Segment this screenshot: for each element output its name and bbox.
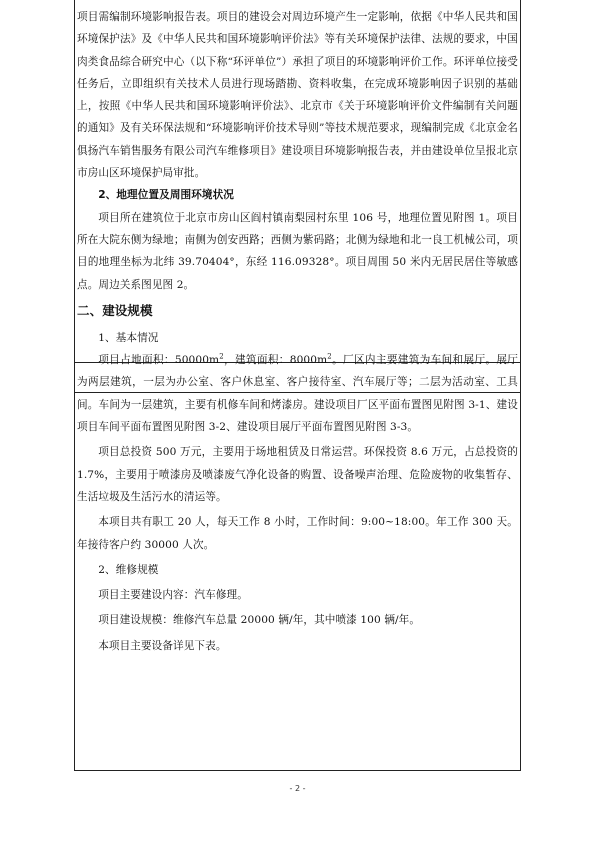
equipment-paragraph: 本项目主要设备详见下表。 bbox=[98, 639, 227, 652]
area-paragraph bbox=[77, 349, 518, 438]
area-text-a: 项目占地面积：50000m bbox=[98, 354, 220, 367]
location-heading: 2、地理位置及周围环境状况 bbox=[98, 189, 234, 202]
staff-paragraph: 本项目共有职工 20 人，每天工作 8 小时，工作时间：9:00~18:00。年工作 300 天。年接待客户约 30000 人次。 bbox=[77, 516, 518, 551]
intro-paragraph: 项目需编制环境影响报告表。项目的建设会对周边环境产生一定影响，依据《中华人民共和国环境保护法》及《中华人民共和国环境影响评价法》等有关环境保护法律、法规的要求，中国肉类食品综合研究中心（以下称“环评单位”）承担了项目的环境影响评价工作。环评单位接受任务后，立即组织有关技术人员进行现场踏勘、资料收集，在完成环境影响因子识别的基础上，按照《中华人民共和国环境影响评价法》、北京市《关于环境影响评价文件编制有关问题的通知》及有关环保法规和“环境影响评价技术导则”等技术规范要求，现编制完成《北京金名俱扬汽车销售服务有限公司汽车维修项目》建设项目环境影响报告表，并由建设单位呈报北京市房山区环境保护局审批。 bbox=[77, 11, 518, 180]
area-superscript-1: 2 bbox=[219, 352, 224, 361]
location-paragraph: 项目所在建筑位于北京市房山区阎村镇南梨园村东里 106 号，地理位置见附图 1。项目所在大院东侧为绿地；南侧为创安西路；西侧为紫码路；北侧为绿地和北一良工机械公司，项目的地理坐标为北纬 39.70404°，东经 116.09328°。项目周围 50 米内无居民居住等敏感点。周边关系图见图 2。 bbox=[77, 211, 518, 291]
document-body bbox=[77, 6, 518, 657]
section-heading: 二、建设规模 bbox=[77, 302, 153, 318]
repair-heading: 2、维修规模 bbox=[98, 563, 159, 576]
investment-paragraph: 项目总投资 500 万元，主要用于场地租赁及日常运营。环保投资 8.6 万元，占总投资的 1.7%，主要用于喷漆房及喷漆废气净化设备的购置、设备噪声治理、危险废物的收集暂存、生活垃圾及生活污水的清运等。 bbox=[77, 446, 518, 503]
repair-content: 项目主要建设内容：汽车修理。 bbox=[98, 589, 248, 602]
area-text-c: 。厂区内主要建筑为车间和展厅。展厅为两层建筑，一层为办公室、客户休息室、客户接待室、汽车展厅等；二层为活动室、工具间。车间为一层建筑，主要有机修车间和烤漆房。建设项目厂区平面布置图见附图 3-1、建设项目车间平面布置图见附图 3-2、建设项目展厅平面布置图见附图 3-3。 bbox=[77, 354, 519, 434]
page-number: - 2 - bbox=[289, 784, 306, 793]
area-superscript-2: 2 bbox=[327, 352, 332, 361]
basic-heading: 1、基本情况 bbox=[98, 331, 159, 344]
area-text-b: ，建筑面积：8000m bbox=[223, 354, 328, 367]
repair-scale: 项目建设规模：维修汽车总量 20000 辆/年，其中喷漆 100 辆/年。 bbox=[98, 614, 421, 627]
